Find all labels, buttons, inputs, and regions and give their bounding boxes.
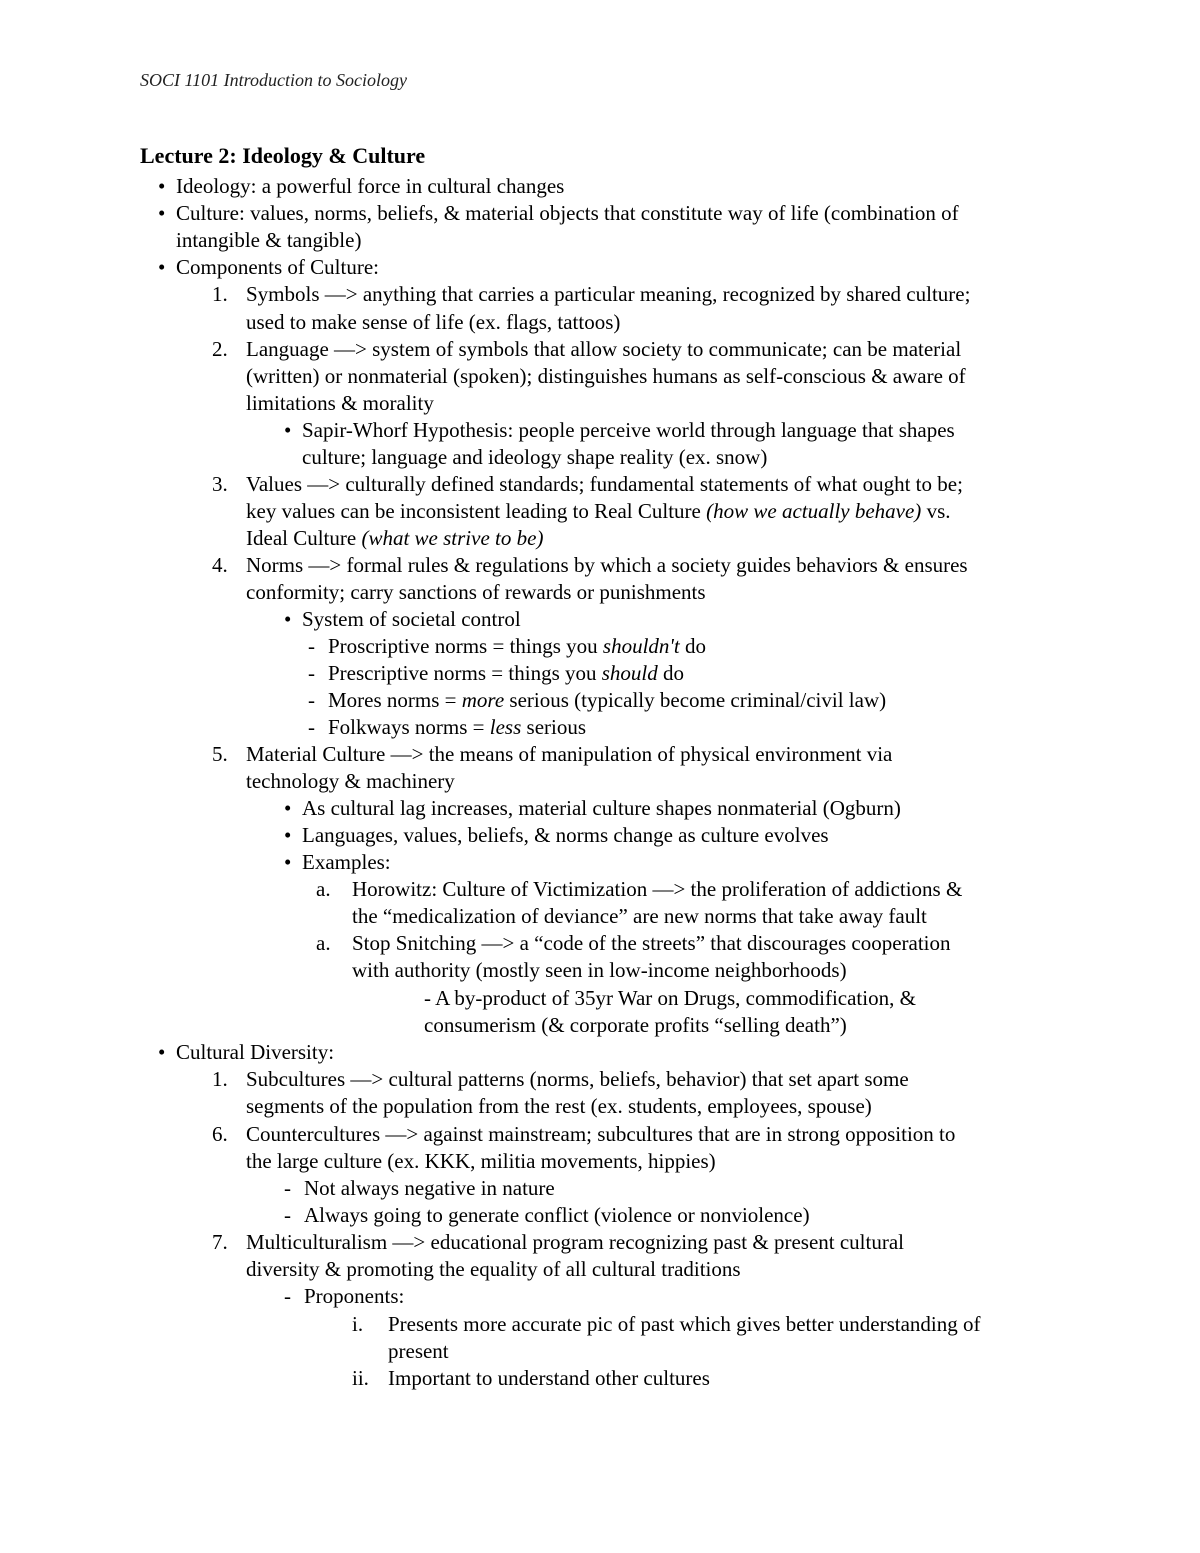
note-text-tail: do xyxy=(679,634,707,658)
note-line xyxy=(302,447,767,468)
note-line xyxy=(246,366,966,387)
note-text: Stop Snitching —> a “code of the streets” that discourages cooperation xyxy=(352,931,951,955)
note-text: Material Culture —> the means of manipulation of physical environment via xyxy=(246,742,893,766)
note-text: - A by-product of 35yr War on Drugs, commodification, & xyxy=(424,986,916,1010)
note-line xyxy=(246,1151,716,1172)
note-line xyxy=(246,393,434,414)
note-text: Always going to generate conflict (violence or nonviolence) xyxy=(304,1203,810,1227)
note-line xyxy=(246,771,455,792)
note-emphasis: less xyxy=(489,715,522,739)
note-line xyxy=(246,501,951,522)
note-emphasis: more xyxy=(461,688,505,712)
note-line xyxy=(176,176,564,197)
note-line xyxy=(304,1205,810,1226)
note-text: Not always negative in nature xyxy=(304,1176,555,1200)
note-line xyxy=(302,825,829,846)
note-line xyxy=(352,906,927,927)
list-marker: i. xyxy=(352,1312,364,1336)
list-marker: • xyxy=(284,418,292,442)
note-text: consumerism (& corporate profits “selling death”) xyxy=(424,1013,847,1037)
list-marker: - xyxy=(284,1203,291,1227)
note-text: Culture: values, norms, beliefs, & material objects that constitute way of life (combination of xyxy=(176,201,959,225)
note-text: Values —> culturally defined standards; fundamental statements of what ought to be; xyxy=(246,472,963,496)
note-text: Important to understand other cultures xyxy=(388,1366,710,1390)
note-text: Examples: xyxy=(302,850,391,874)
note-text: Languages, values, beliefs, & norms change as culture evolves xyxy=(302,823,829,847)
note-emphasis: should xyxy=(601,661,658,685)
note-text: the large culture (ex. KKK, militia movements, hippies) xyxy=(246,1149,716,1173)
note-line xyxy=(302,420,955,441)
note-line xyxy=(352,933,951,954)
note-line xyxy=(176,1042,334,1063)
note-text: Ideology: a powerful force in cultural changes xyxy=(176,174,565,198)
note-line xyxy=(328,636,706,657)
list-marker: • xyxy=(284,796,292,820)
list-marker: • xyxy=(284,823,292,847)
note-line xyxy=(352,879,962,900)
list-marker: a. xyxy=(316,931,331,955)
note-line xyxy=(246,1124,955,1145)
note-text: Symbols —> anything that carries a particular meaning, recognized by shared culture; xyxy=(246,282,971,306)
note-text: Language —> system of symbols that allow society to communicate; can be material xyxy=(246,337,962,361)
note-line xyxy=(328,663,684,684)
list-marker: 4. xyxy=(212,553,228,577)
note-line xyxy=(246,582,706,603)
note-emphasis: (how we actually behave) xyxy=(706,499,922,523)
note-text: Presents more accurate pic of past which gives better understanding of xyxy=(388,1312,981,1336)
note-text: Folkways norms = xyxy=(328,715,490,739)
note-emphasis: shouldn't xyxy=(602,634,680,658)
note-text: diversity & promoting the equality of all cultural traditions xyxy=(246,1257,741,1281)
note-line xyxy=(424,1015,847,1036)
note-line xyxy=(302,852,391,873)
note-line xyxy=(328,690,886,711)
note-line xyxy=(246,1259,741,1280)
note-text: the “medicalization of deviance” are new norms that take away fault xyxy=(352,904,927,928)
list-marker: 7. xyxy=(212,1230,228,1254)
note-text: Horowitz: Culture of Victimization —> the proliferation of addictions & xyxy=(352,877,963,901)
note-line xyxy=(304,1178,555,1199)
list-marker: • xyxy=(158,255,166,279)
note-text: used to make sense of life (ex. flags, tattoos) xyxy=(246,310,621,334)
note-line xyxy=(246,1096,872,1117)
note-line xyxy=(388,1314,980,1335)
note-text: Mores norms = xyxy=(328,688,462,712)
note-text: Sapir-Whorf Hypothesis: people perceive world through language that shapes xyxy=(302,418,955,442)
list-marker: - xyxy=(308,661,315,685)
note-text: technology & machinery xyxy=(246,769,455,793)
note-line xyxy=(246,284,970,305)
note-line xyxy=(176,230,361,251)
note-text: Norms —> formal rules & regulations by which a society guides behaviors & ensures xyxy=(246,553,968,577)
note-line xyxy=(424,988,916,1009)
note-text: Proscriptive norms = things you xyxy=(328,634,603,658)
note-text-tail: vs. xyxy=(921,499,951,523)
note-line xyxy=(352,960,847,981)
note-line xyxy=(246,339,961,360)
list-marker: - xyxy=(308,634,315,658)
note-line xyxy=(328,717,586,738)
note-line xyxy=(176,257,379,278)
list-marker: 3. xyxy=(212,472,228,496)
list-marker: • xyxy=(158,201,166,225)
list-marker: 6. xyxy=(212,1122,228,1146)
course-header: SOCI 1101 Introduction to Sociology xyxy=(140,70,407,90)
note-text: limitations & morality xyxy=(246,391,434,415)
note-line xyxy=(246,528,543,549)
note-line xyxy=(388,1368,710,1389)
list-marker: - xyxy=(284,1176,291,1200)
list-marker: - xyxy=(284,1284,291,1308)
note-text: Cultural Diversity: xyxy=(176,1040,335,1064)
list-marker: ii. xyxy=(352,1366,369,1390)
note-text-tail: do xyxy=(657,661,685,685)
note-text: Countercultures —> against mainstream; subcultures that are in strong opposition to xyxy=(246,1122,956,1146)
note-text: culture; language and ideology shape reality (ex. snow) xyxy=(302,445,768,469)
note-text: Prescriptive norms = things you xyxy=(328,661,602,685)
list-marker: • xyxy=(158,1040,166,1064)
lecture-title: Lecture 2: Ideology & Culture xyxy=(140,143,426,168)
list-marker: 2. xyxy=(212,337,228,361)
note-line xyxy=(302,798,901,819)
note-text: Multiculturalism —> educational program recognizing past & present cultural xyxy=(246,1230,904,1254)
note-text-tail: serious (typically become criminal/civil law) xyxy=(504,688,887,712)
note-line xyxy=(176,203,959,224)
list-marker: • xyxy=(284,850,292,874)
list-marker: 1. xyxy=(212,1067,228,1091)
note-line xyxy=(304,1286,404,1307)
note-text-tail: serious xyxy=(521,715,587,739)
note-line xyxy=(246,555,968,576)
note-text: key values can be inconsistent leading to Real Culture xyxy=(246,499,707,523)
list-marker: a. xyxy=(316,877,331,901)
note-text: conformity; carry sanctions of rewards or punishments xyxy=(246,580,706,604)
note-text: Ideal Culture xyxy=(246,526,362,550)
note-text: with authority (mostly seen in low-income neighborhoods) xyxy=(352,958,847,982)
list-marker: 5. xyxy=(212,742,228,766)
note-text: System of societal control xyxy=(302,607,521,631)
list-marker: • xyxy=(158,174,166,198)
note-text: segments of the population from the rest (ex. students, employees, spouse) xyxy=(246,1094,872,1118)
note-line xyxy=(388,1341,449,1362)
list-marker: - xyxy=(308,688,315,712)
note-text: Subcultures —> cultural patterns (norms, beliefs, behavior) that set apart some xyxy=(246,1067,909,1091)
note-emphasis: (what we strive to be) xyxy=(361,526,544,550)
note-line xyxy=(302,609,521,630)
note-text: Proponents: xyxy=(304,1284,405,1308)
note-line xyxy=(246,1069,909,1090)
note-line xyxy=(246,744,892,765)
note-line xyxy=(246,1232,904,1253)
note-text: present xyxy=(388,1339,449,1363)
note-text: intangible & tangible) xyxy=(176,228,362,252)
list-marker: - xyxy=(308,715,315,739)
note-text: (written) or nonmaterial (spoken); distinguishes humans as self-conscious & aware of xyxy=(246,364,966,388)
list-marker: • xyxy=(284,607,292,631)
note-line xyxy=(246,474,963,495)
note-text: Components of Culture: xyxy=(176,255,379,279)
note-line xyxy=(246,312,620,333)
note-text: As cultural lag increases, material culture shapes nonmaterial (Ogburn) xyxy=(302,796,901,820)
list-marker: 1. xyxy=(212,282,228,306)
